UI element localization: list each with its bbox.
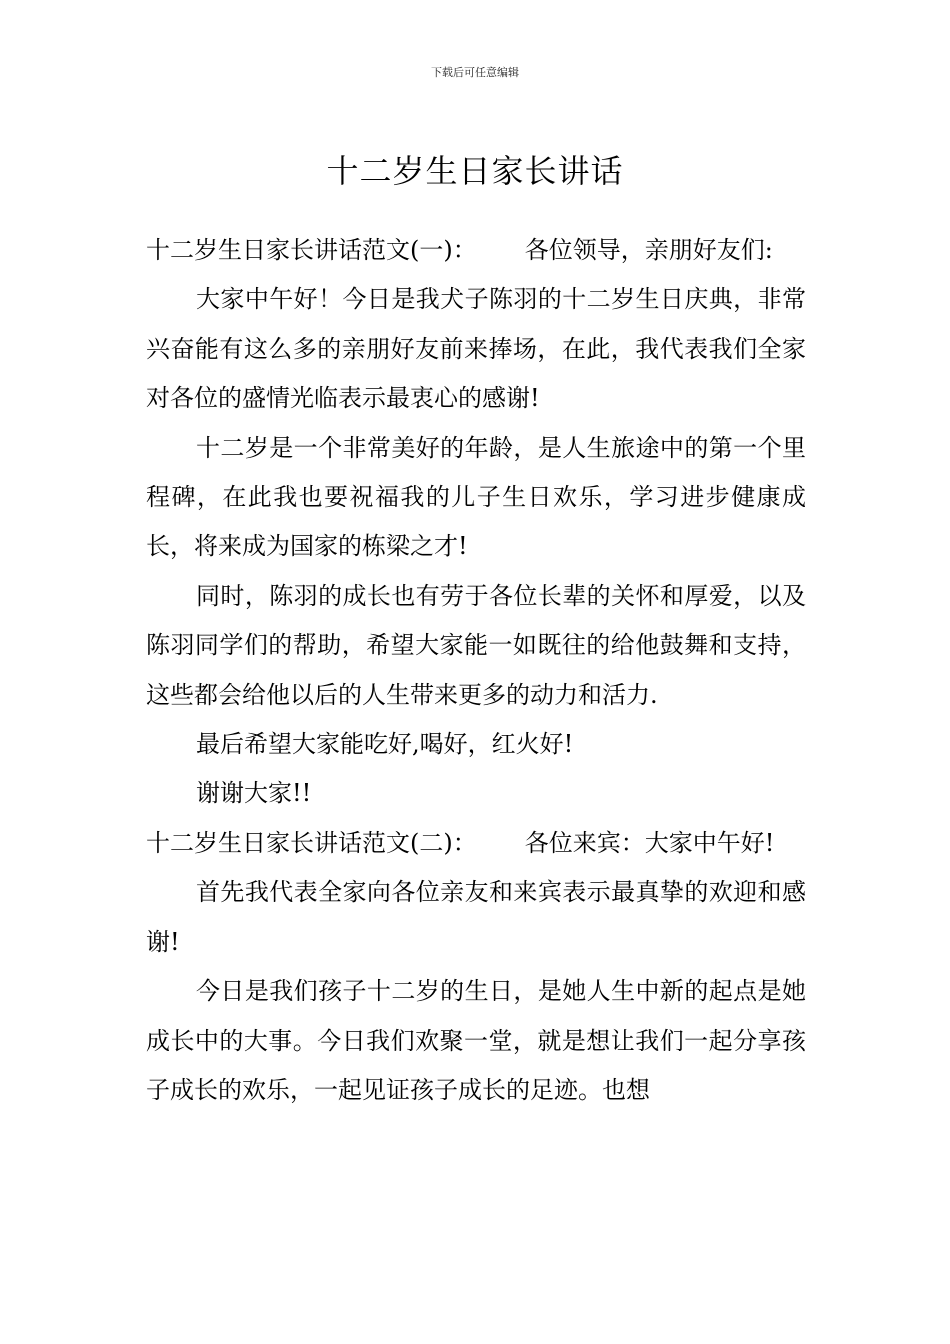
paragraph: 十二岁是一个非常美好的年龄，是人生旅途中的第一个里程碑，在此我也要祝福我的儿子生日欢乐，学习进步健康成长，将来成为国家的栋梁之才! — [146, 433, 806, 561]
section-1-intro — [146, 226, 806, 275]
section-2-intro — [146, 819, 806, 868]
section-1-heading: 十二岁生日家长讲话范文(一)： — [146, 236, 477, 264]
page-title: 十二岁生日家长讲话 — [326, 152, 624, 191]
section-2-heading: 十二岁生日家长讲话范文(二)： — [146, 828, 477, 857]
paragraph: 今日是我们孩子十二岁的生日，是她人生中新的起点是她成长中的大事。今日我们欢聚一堂，就是想让我们一起分享孩子成长的欢乐，一起见证孩子成长的足迹。也想 — [146, 977, 806, 1104]
header-note: 下载后可任意编辑 — [431, 66, 519, 79]
paragraph: 最后希望大家能吃好,喝好，红火好! — [196, 730, 574, 759]
section-1-salutation: 各位领导，亲朋好友们: — [524, 236, 773, 264]
document-body — [146, 226, 806, 1115]
paragraph: 同时，陈羽的成长也有劳于各位长辈的关怀和厚爱，以及陈羽同学们的帮助，希望大家能一如既往的给他鼓舞和支持，这些都会给他以后的人生带来更多的动力和活力. — [146, 581, 806, 709]
paragraph: 大家中午好！今日是我犬子陈羽的十二岁生日庆典，非常兴奋能有这么多的亲朋好友前来捧场，在此，我代表我们全家对各位的盛情光临表示最衷心的感谢! — [146, 285, 806, 413]
section-2-salutation: 各位来宾：大家中午好! — [524, 828, 775, 857]
paragraph: 首先我代表全家向各位亲友和来宾表示最真挚的欢迎和感谢! — [146, 878, 806, 956]
paragraph: 谢谢大家!! — [196, 779, 312, 808]
